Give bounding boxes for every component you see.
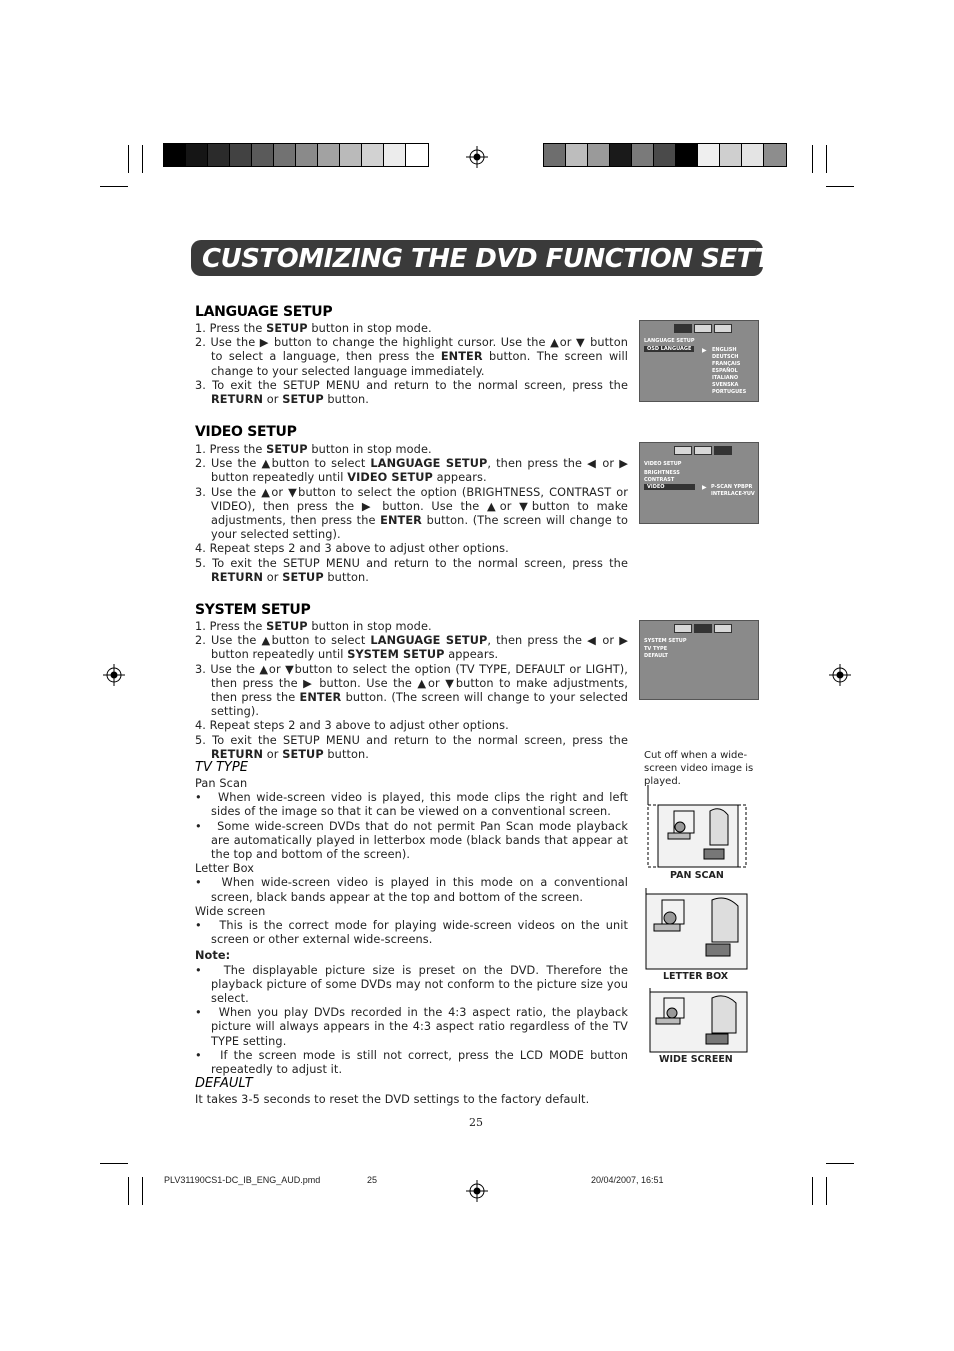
pan-scan-bullets — [195, 791, 628, 862]
letter-box-bullets — [195, 876, 628, 904]
tab-language-icon — [674, 446, 692, 455]
page-title: CUSTOMIZING THE DVD FUNCTION SETTINGS — [202, 244, 842, 274]
osd-list-item: INTERLACE-YUV — [711, 491, 755, 497]
pan-scan-label: Pan Scan — [195, 777, 248, 790]
osd-list-item: DEUTSCH — [712, 354, 739, 360]
letter-box-label: Letter Box — [195, 862, 255, 876]
color-bar — [543, 143, 787, 167]
osd-list-item: BRIGHTNESS — [644, 470, 680, 476]
tv-type-body — [195, 777, 628, 1077]
tab-system-icon — [714, 446, 732, 455]
crop-mark — [826, 145, 827, 173]
step-item: 2. Use the ▲button to select LANGUAGE SETUP, then press the ◀ or ▶ button repeatedly until SYSTEM SETUP appears. — [195, 634, 628, 662]
crop-mark — [100, 186, 128, 187]
osd-item: OSD LANGUAGE — [644, 346, 694, 352]
video-osd-screen — [639, 442, 759, 524]
letter-box-picture — [644, 888, 750, 973]
step-item: 2. Use the ▲button to select LANGUAGE SETUP, then press the ◀ or ▶ button repeatedly until VIDEO SETUP appears. — [195, 457, 628, 485]
bullet-item: • When you play DVDs recorded in the 4:3 aspect ratio, the playback picture will always appears in the 4:3 aspect ratio regardless of the TV TYPE setting. — [195, 1006, 628, 1048]
arrow-right-icon: ▶ — [702, 484, 707, 491]
video-setup-heading: VIDEO SETUP — [195, 424, 297, 440]
registration-mark-icon — [466, 146, 488, 168]
osd-list-item: CONTRAST — [644, 477, 675, 483]
video-steps — [195, 443, 628, 585]
osd-list-item: PORTUGUES — [712, 389, 747, 395]
osd-item-list — [644, 646, 668, 660]
osd-list-item: P-SCAN YPBPR — [711, 484, 753, 490]
osd-list-item: SVENSKA — [712, 382, 739, 388]
note-bullets — [195, 964, 628, 1078]
footer-file: PLV31190CS1-DC_IB_ENG_AUD.pmd — [164, 1175, 321, 1185]
crop-mark — [826, 186, 854, 187]
tab-system-icon — [714, 324, 732, 333]
tab-language-icon — [674, 624, 692, 633]
bullet-item: • This is the correct mode for playing wide-screen videos on the unit screen or other external wide-screens. — [195, 919, 628, 947]
osd-list-item: FRANÇAIS — [712, 361, 741, 367]
osd-list-item: VIDEO — [644, 484, 695, 491]
gray-scale-bar — [163, 143, 429, 167]
osd-list-item: DEFAULT — [644, 653, 668, 659]
crop-mark — [812, 1177, 813, 1205]
language-steps — [195, 322, 628, 407]
language-setup-heading: LANGUAGE SETUP — [195, 304, 333, 320]
crop-mark — [812, 145, 813, 173]
osd-list-item: ITALIANO — [712, 375, 739, 381]
step-item: 3. Use the ▲or ▼button to select the option (BRIGHTNESS, CONTRAST or VIDEO), then press the ▶ button. Use the ▲or ▼button to make adjustments, then press the ENTER button. (The screen will change to your selected setting). — [195, 485, 628, 542]
crop-mark — [826, 1163, 854, 1164]
bullet-item: • Some wide-screen DVDs that do not permit Pan Scan mode playback are automatically played in letterbox mode (black bands that appear at the top and bottom of the screen). — [195, 819, 628, 862]
step-item: 1. Press the SETUP button in stop mode. — [195, 322, 432, 335]
pan-scan-caption: PAN SCAN — [670, 870, 724, 881]
registration-mark-icon — [829, 664, 851, 686]
step-item: 4. Repeat steps 2 and 3 above to adjust other options. — [195, 719, 509, 733]
crop-mark — [100, 1163, 128, 1164]
osd-list-item: ENGLISH — [712, 347, 737, 353]
tab-video-icon — [694, 624, 712, 633]
wide-screen-caption: WIDE SCREEN — [659, 1054, 733, 1065]
osd-list-item: ESPAÑOL — [712, 368, 738, 374]
step-item: 5. To exit the SETUP MENU and return to the normal screen, press the RETURN or SETUP button. — [195, 733, 628, 761]
registration-mark-icon — [103, 664, 125, 686]
page-number: 25 — [469, 1116, 483, 1129]
tab-video-icon — [694, 324, 712, 333]
osd-option-list — [711, 484, 755, 498]
bullet-item: • When wide-screen video is played in this mode on a conventional screen, black bands appear at the top and bottom of the screen. — [195, 876, 628, 904]
osd-item-list — [644, 470, 695, 491]
step-item: 2. Use the ▶ button to change the highlight cursor. Use the ▲or ▼ button to select a language, then press the ENTER button. The screen will change to your selected language immediately. — [195, 336, 628, 378]
system-osd-screen — [639, 620, 759, 700]
tab-language-icon — [674, 324, 692, 333]
osd-title: LANGUAGE SETUP — [644, 338, 695, 344]
tab-video-icon — [694, 446, 712, 455]
step-item: 3. Use the ▲or ▼button to select the option (TV TYPE, DEFAULT or LIGHT), then press the ▶ button. Use the ▲or ▼button to make adjustments, then press the ENTER button. (The screen will change to your selected setting). — [195, 662, 628, 719]
step-item: 4. Repeat steps 2 and 3 above to adjust other options. — [195, 542, 509, 556]
wide-screen-picture — [648, 988, 750, 1054]
letter-box-caption: LETTER BOX — [663, 971, 729, 982]
tab-system-icon — [714, 624, 732, 633]
tv-type-heading: TV TYPE — [195, 760, 248, 775]
default-heading: DEFAULT — [195, 1076, 253, 1091]
crop-mark — [128, 145, 129, 173]
osd-title: SYSTEM SETUP — [644, 638, 687, 644]
arrow-right-icon: ▶ — [702, 347, 707, 354]
system-setup-heading: SYSTEM SETUP — [195, 602, 311, 618]
bullet-item: • If the screen mode is still not correct, press the LCD MODE button repeatedly to adjust it. — [195, 1048, 628, 1077]
crop-mark — [826, 1177, 827, 1205]
footer-date: 20/04/2007, 16:51 — [591, 1175, 664, 1185]
step-item: 1. Press the SETUP button in stop mode. — [195, 443, 432, 456]
language-osd-screen — [639, 320, 759, 402]
step-item: 3. To exit the SETUP MENU and return to the normal screen, press the RETURN or SETUP button. — [195, 378, 628, 407]
osd-title: VIDEO SETUP — [644, 461, 682, 467]
step-item: 1. Press the SETUP button in stop mode. — [195, 620, 432, 633]
bullet-item: • The displayable picture size is preset on the DVD. Therefore the playback picture of some DVDs may not conform to the picture size you select. — [195, 963, 628, 1006]
osd-option-list — [712, 347, 746, 396]
footer-page: 25 — [367, 1175, 378, 1185]
osd-list-item: TV TYPE — [644, 646, 668, 652]
bullet-item: • When wide-screen video is played, this mode clips the right and left sides of the image so that it can be viewed on a conventional screen. — [195, 791, 628, 819]
default-text: It takes 3-5 seconds to reset the DVD settings to the factory default. — [195, 1093, 590, 1106]
crop-mark — [142, 1177, 143, 1205]
cutoff-note: Cut off when a wide-screen video image is played. — [644, 750, 754, 787]
note-label: Note: — [195, 949, 231, 963]
step-item: 5. To exit the SETUP MENU and return to the normal screen, press the RETURN or SETUP button. — [195, 556, 628, 584]
crop-mark — [142, 145, 143, 173]
wide-screen-bullets — [195, 919, 628, 947]
crop-mark — [128, 1177, 129, 1205]
pan-scan-picture — [640, 785, 750, 870]
registration-mark-icon — [466, 1180, 488, 1202]
system-steps — [195, 620, 628, 762]
wide-screen-label: Wide screen — [195, 904, 266, 918]
